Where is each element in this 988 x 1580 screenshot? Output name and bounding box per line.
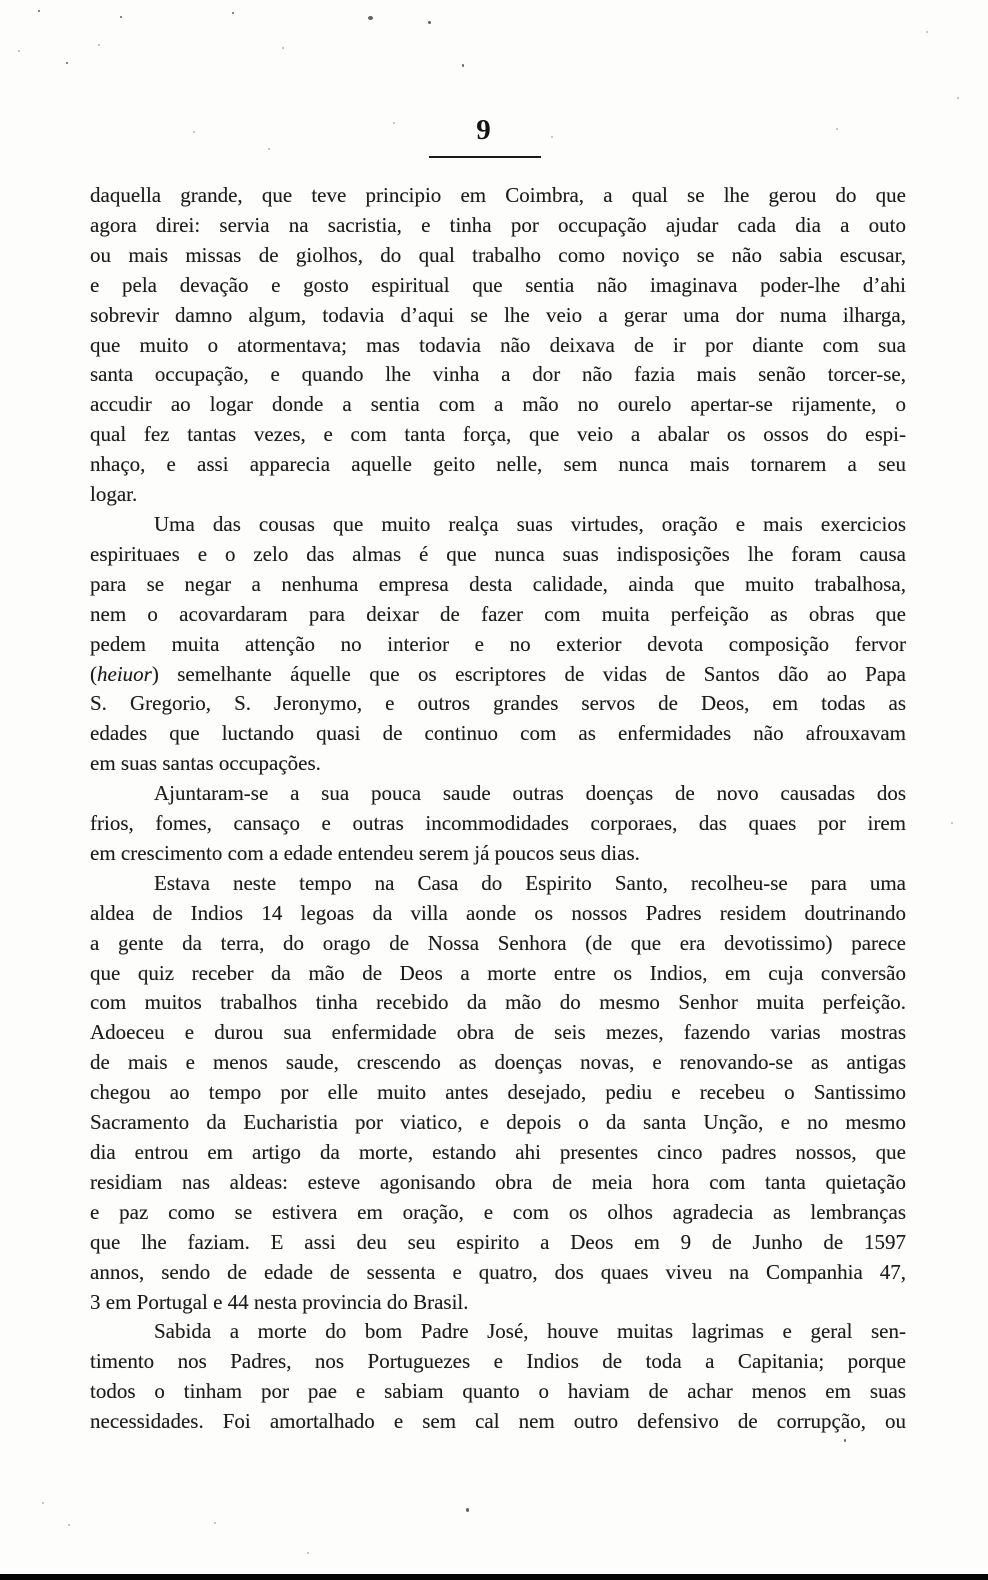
text-line: Uma das cousas que muito realça suas virtudes, oração e mais exercicios: [154, 511, 906, 536]
text-line: santa occupação, e quando lhe vinha a dor não fazia mais senão torcer-se,: [90, 362, 906, 387]
text-line: que muito o atormentava; mas todavia não deixava de ir por diante com sua: [90, 332, 906, 357]
text-line: logar.: [90, 482, 138, 507]
scan-speck: [428, 21, 431, 24]
text-line: nhaço, e assi apparecia aquelle geito nelle, sem nunca mais tornarem a seu: [90, 452, 906, 477]
text-line: Sacramento da Eucharistia por viatico, e depois o da santa Unção, e no mesmo: [90, 1110, 906, 1135]
scan-speck: [42, 1502, 44, 1504]
text-line: ou mais missas de giolhos, do qual trabalho como noviço se não sabia escusar,: [90, 242, 906, 267]
scan-speck: [466, 1508, 469, 1512]
text-line: que lhe faziam. E assi deu seu espirito a Deos em 9 de Junho de 1597: [90, 1229, 906, 1254]
scan-edge-artifact: [0, 1574, 988, 1580]
scan-speck: [951, 822, 953, 824]
text-line: necessidades. Foi amortalhado e sem cal nem outro defensivo de corrupção, ou: [90, 1409, 906, 1434]
page-number: 9: [476, 114, 492, 146]
text-line: Ajuntaram-se a sua pouca saude outras doenças de novo causadas dos: [154, 781, 906, 806]
scan-speck: [214, 1522, 216, 1524]
text-line: e paz como se estivera em oração, e com os olhos agradecia as lembranças: [90, 1199, 906, 1224]
text-line: e pela devação e gosto espiritual que sentia não imaginava poder-lhe d’ahi: [90, 272, 906, 297]
scan-speck: [18, 50, 20, 52]
text-line: em crescimento com a edade entendeu serem já poucos seus dias.: [90, 840, 640, 865]
text-line: Estava neste tempo na Casa do Espirito Santo, recolheu-se para uma: [154, 870, 906, 895]
text-line: todos o tinham por pae e sabiam quanto o haviam de achar menos em suas: [90, 1379, 906, 1404]
scan-speck: [926, 31, 928, 33]
scan-speck: [307, 1552, 309, 1554]
text-line: annos, sendo de edade de sessenta e quatro, dos quaes viveu na Companhia 47,: [90, 1259, 906, 1284]
text-line: nem o acovardaram para deixar de fazer com muita perfeição as obras que: [90, 601, 906, 626]
text-line: pedem muita attenção no interior e no exterior devota composição fervor: [90, 631, 906, 656]
text-line: (heiuor) semelhante áquelle que os escriptores de vidas de Santos dão ao Papa: [90, 661, 906, 686]
text-line: frios, fomes, cansaço e outras incommodidades corporaes, das quaes por irem: [90, 811, 906, 836]
scan-speck: [68, 1524, 70, 1526]
text-line: residiam nas aldeas: esteve agonisando obra de meia hora com tanta quietação: [90, 1169, 906, 1194]
scan-speck: [844, 1439, 846, 1442]
text-body: [90, 181, 906, 1437]
scan-speck: [38, 10, 40, 12]
text-line: de mais e menos saude, crescendo as doenças novas, e renovando-se as antigas: [90, 1050, 906, 1075]
text-line: qual fez tantas vezes, e com tanta força, que veio a abalar os ossos do espi-: [90, 422, 906, 447]
scan-speck: [120, 16, 122, 18]
page-header: [90, 114, 906, 158]
text-line: a gente da terra, do orago de Nossa Senhora (de que era devotissimo) parece: [90, 930, 906, 955]
scan-speck: [462, 64, 464, 67]
text-line: 3 em Portugal e 44 nesta provincia do Brasil.: [90, 1289, 469, 1314]
text-line: edades que luctando quasi de continuo com as enfermidades não afrouxavam: [90, 721, 906, 746]
scan-speck: [282, 47, 284, 49]
text-line: chegou ao tempo por elle muito antes desejado, pediu e recebeu o Santissimo: [90, 1080, 906, 1105]
text-line: timento nos Padres, nos Portuguezes e Indios de toda a Capitania; porque: [90, 1349, 906, 1374]
header-rule: [429, 156, 541, 158]
scan-speck: [66, 62, 68, 64]
text-line: com muitos trabalhos tinha recebido da mão do mesmo Senhor muita perfeição.: [90, 990, 906, 1015]
text-line: daquella grande, que teve principio em Coimbra, a qual se lhe gerou do que: [90, 183, 906, 207]
text-line: espirituaes e o zelo das almas é que nunca suas indisposições lhe foram causa: [90, 541, 906, 566]
text-line: S. Gregorio, S. Jeronymo, e outros grandes servos de Deos, em todas as: [90, 691, 906, 716]
text-line: accudir ao logar donde a sentia com a mão no ourelo apertar-se rijamente, o: [90, 392, 906, 417]
text-line: aldea de Indios 14 legoas da villa aonde os nossos Padres residem doutrinando: [90, 900, 906, 925]
scan-speck: [98, 44, 100, 46]
text-line: que quiz receber da mão de Deos a morte entre os Indios, em cuja conversão: [90, 960, 906, 985]
text-line: sobrevir damno algum, todavia d’aqui se lhe veio a gerar uma dor numa ilharga,: [90, 302, 906, 327]
text-line: Adoeceu e durou sua enfermidade obra de seis mezes, fazendo varias mostras: [90, 1020, 906, 1045]
text-line: dia entrou em artigo da morte, estando ahi presentes cinco padres nossos, que: [90, 1140, 906, 1164]
scan-speck: [232, 12, 234, 14]
text-line: em suas santas occupações.: [90, 751, 321, 776]
text-line: agora direi: servia na sacristia, e tinha por occupação ajudar cada dia a outo: [90, 212, 906, 237]
text-line: para se negar a nenhuma empresa desta calidade, ainda que muito trabalhosa,: [90, 571, 906, 596]
scan-speck: [368, 16, 373, 20]
text-line: Sabida a morte do bom Padre José, houve muitas lagrimas e geral sen-: [154, 1319, 906, 1344]
scan-speck: [957, 97, 959, 99]
